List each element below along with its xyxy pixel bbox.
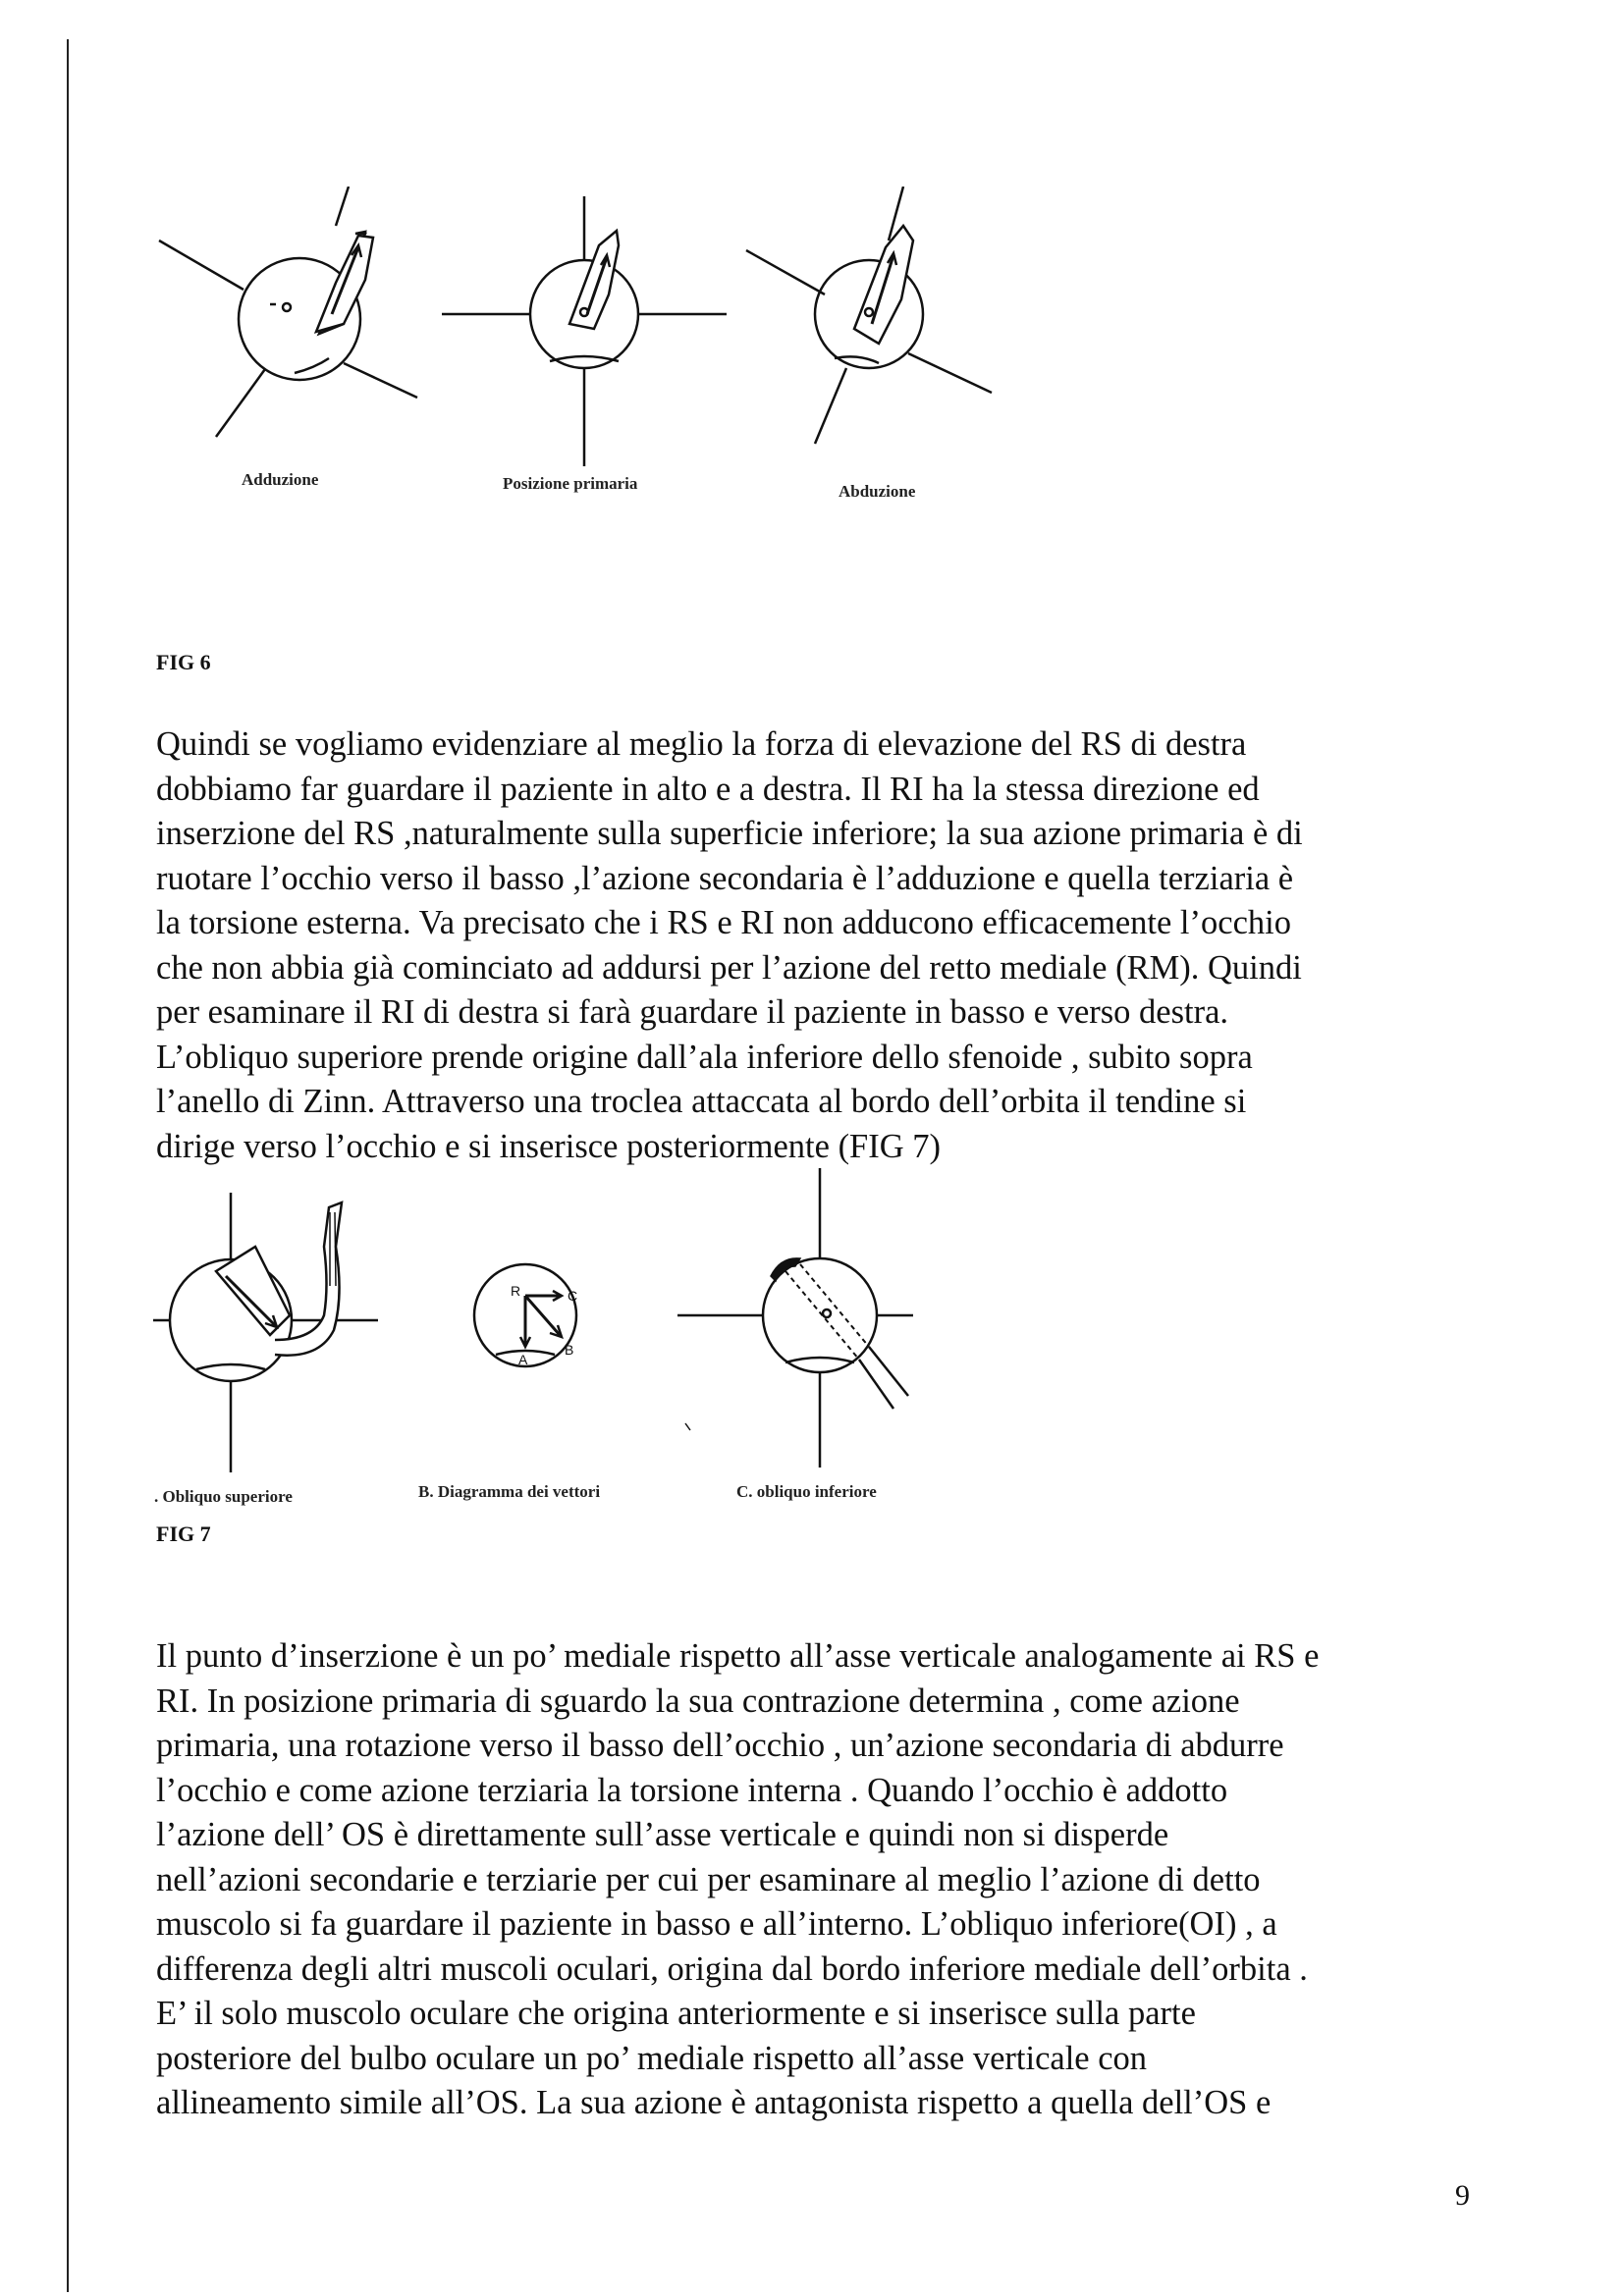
vector-diagram <box>474 1264 690 1430</box>
paragraph-line: l’azione dell’ OS è direttamente sull’asse verticale e quindi non si disperde <box>156 1816 1169 1853</box>
paragraph-line: L’obliquo superiore prende origine dall’ala inferiore dello sfenoide , subito sopra <box>156 1038 1253 1076</box>
paragraph-line: per esaminare il RI di destra si farà guardare il paziente in basso e verso destra. <box>156 993 1229 1031</box>
paragraph-line: primaria, una rotazione verso il basso dell’occhio , un’azione secondaria di abdurre <box>156 1727 1284 1764</box>
figure-7-caption-inferior-oblique: C. obliquo inferiore <box>736 1482 877 1501</box>
paragraph-line: nell’azioni secondarie e terziarie per cui per esaminare al meglio l’azione di detto <box>156 1860 1261 1898</box>
eye-adduction-diagram <box>159 187 417 437</box>
paragraph-line: E’ il solo muscolo oculare che origina anteriormente e si inserisce sulla parte <box>156 1995 1196 2032</box>
figure-7-caption-vector-diagram: B. Diagramma dei vettori <box>418 1482 601 1501</box>
left-margin-line <box>67 39 69 2292</box>
superior-oblique-diagram <box>153 1193 378 1472</box>
paragraph-line: dirige verso l’occhio e si inserisce posteriormente (FIG 7) <box>156 1127 942 1165</box>
paragraph-line: Quindi se vogliamo evidenziare al meglio la forza di elevazione del RS di destra <box>156 725 1247 763</box>
figure-6-illustration <box>147 187 1031 471</box>
figure-7-label: FIG 7 <box>156 1522 211 1546</box>
vector-label-r: R <box>511 1283 521 1299</box>
page-number: 9 <box>1455 2179 1470 2212</box>
paragraph-line: la torsione esterna. Va precisato che i RS e RI non adducono efficacemente l’occhio <box>156 904 1291 941</box>
paragraph-line: l’anello di Zinn. Attraverso una troclea attaccata al bordo dell’orbita il tendine si <box>156 1083 1247 1120</box>
figure-7-illustration <box>147 1168 933 1482</box>
vector-label-a: A <box>518 1352 528 1367</box>
paragraph-line: che non abbia già cominciato ad addursi per l’azione del retto mediale (RM). Quindi <box>156 948 1302 987</box>
paragraph-line: inserzione del RS ,naturalmente sulla superficie inferiore; la sua azione primaria è di <box>156 815 1303 852</box>
paragraph-line: muscolo si fa guardare il paziente in basso e all’interno. L’obliquo inferiore(OI) , a <box>156 1905 1277 1943</box>
paragraph-line: allineamento simile all’OS. La sua azione è antagonista rispetto a quella dell’OS e <box>156 2084 1272 2121</box>
figure-7-caption-superior-oblique: . Obliquo superiore <box>154 1487 293 1506</box>
paragraph-line: ruotare l’occhio verso il basso ,l’azione secondaria è l’adduzione e quella terziaria è <box>156 859 1294 897</box>
paragraph-line: l’occhio e come azione terziaria la torsione interna . Quando l’occhio è addotto <box>156 1771 1228 1809</box>
paragraph-line: RI. In posizione primaria di sguardo la sua contrazione determina , come azione <box>156 1682 1240 1720</box>
paragraph-line: Il punto d’inserzione è un po’ mediale rispetto all’asse verticale analogamente ai RS e <box>156 1637 1320 1675</box>
eye-primary-position-diagram <box>442 196 727 466</box>
figure-6-caption-primary-position: Posizione primaria <box>503 474 638 493</box>
vector-label-c: C <box>568 1288 578 1304</box>
paragraph-line: dobbiamo far guardare il paziente in alto e a destra. Il RI ha la stessa direzione ed <box>156 770 1260 808</box>
vector-label-b: B <box>565 1342 574 1358</box>
eye-abduction-diagram <box>746 187 992 444</box>
paragraph-line: differenza degli altri muscoli oculari, origina dal bordo inferiore mediale dell’orbita . <box>156 1949 1308 1988</box>
figure-6-caption-abduction: Abduzione <box>839 482 916 501</box>
figure-6-caption-adduction: Adduzione <box>242 470 319 489</box>
figure-6-label: FIG 6 <box>156 650 211 674</box>
paragraph-line: posteriore del bulbo oculare un po’ mediale rispetto all’asse verticale con <box>156 2039 1148 2077</box>
inferior-oblique-diagram <box>677 1168 913 1468</box>
paragraph-1 <box>156 722 1511 1169</box>
paragraph-2 <box>156 1634 1511 2126</box>
